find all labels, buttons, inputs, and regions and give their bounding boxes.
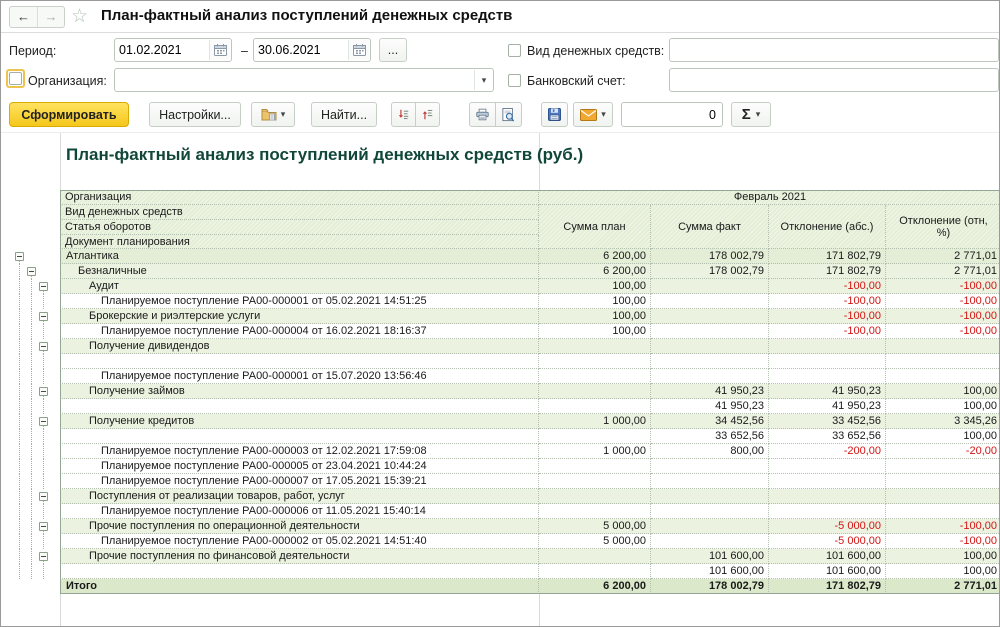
table-row: [1, 294, 1000, 309]
table-row: [1, 354, 1000, 369]
row-label-cell[interactable]: [60, 399, 539, 414]
tree-guide-line: [31, 429, 32, 444]
chevron-down-icon: ▾: [601, 109, 606, 119]
expand-groups-button[interactable]: [391, 102, 416, 127]
value-cell-deviation-rel[interactable]: 100,00: [886, 564, 1000, 579]
value-cell-deviation-abs[interactable]: 41 950,23: [769, 399, 886, 414]
report-table: [1, 190, 1000, 594]
window-title: План-фактный анализ поступлений денежных средств: [101, 7, 513, 24]
row-label-cell[interactable]: [60, 354, 539, 369]
filter-panel: [1, 33, 999, 99]
value-cell-deviation-rel[interactable]: -100,00: [886, 519, 1000, 534]
tree-guide-line: [19, 444, 20, 459]
tree-margin: [1, 579, 60, 594]
table-row: [1, 429, 1000, 444]
tree-guide-line: [31, 399, 32, 414]
tree-guide-line: [19, 384, 20, 399]
value-cell-deviation-abs[interactable]: -5 000,00: [769, 534, 886, 549]
value-cell-plan[interactable]: 1 000,00: [539, 444, 651, 459]
value-cell-deviation-rel[interactable]: -20,00: [886, 444, 1000, 459]
tree-guide-line: [19, 534, 20, 549]
tree-guide-line: [31, 444, 32, 459]
header-turnover-item: Статья оборотов: [60, 220, 539, 235]
tree-guide-line: [31, 474, 32, 489]
value-cell-plan[interactable]: [539, 474, 651, 489]
organization-combo[interactable]: [114, 68, 494, 92]
value-cell-deviation-rel[interactable]: [886, 474, 1000, 489]
tree-guide-line: [19, 564, 20, 579]
bank-account-input[interactable]: [670, 70, 998, 90]
value-cell-fact[interactable]: 800,00: [651, 444, 769, 459]
value-cell-plan[interactable]: [539, 504, 651, 519]
tree-guide-line: [43, 504, 44, 519]
tree-margin: [1, 519, 60, 534]
value-cell-fact[interactable]: [651, 309, 769, 324]
value-cell-fact[interactable]: [651, 354, 769, 369]
tree-guide-line: [19, 504, 20, 519]
row-label-cell[interactable]: Получение дивидендов: [60, 339, 539, 354]
save-icon: [548, 107, 561, 122]
table-row: [1, 324, 1000, 339]
value-cell-deviation-rel[interactable]: [886, 369, 1000, 384]
chevron-down-icon: ▾: [755, 109, 761, 119]
value-cell-fact[interactable]: 41 950,23: [651, 399, 769, 414]
table-row: [1, 399, 1000, 414]
tree-collapse-button[interactable]: [39, 387, 48, 396]
tree-guide-line: [19, 474, 20, 489]
tree-guide-line: [19, 429, 20, 444]
table-row: [1, 549, 1000, 564]
bank-account-field[interactable]: [669, 68, 999, 92]
cash-type-checkbox[interactable]: [508, 44, 521, 57]
row-label-cell[interactable]: Аудит: [60, 279, 539, 294]
tree-guide-line: [31, 294, 32, 309]
value-cell-fact[interactable]: [651, 294, 769, 309]
tree-guide-line: [31, 489, 32, 504]
row-label-cell[interactable]: Планируемое поступление РА00-000003 от 12.02.2021 17:59:08: [60, 444, 539, 459]
value-cell-deviation-abs[interactable]: 171 802,79: [769, 249, 886, 264]
value-cell-deviation-abs[interactable]: -200,00: [769, 444, 886, 459]
value-cell-deviation-abs[interactable]: 171 802,79: [769, 264, 886, 279]
value-cell-plan[interactable]: [539, 369, 651, 384]
tree-margin: [1, 549, 60, 564]
tree-margin: [1, 279, 60, 294]
table-row: [1, 369, 1000, 384]
value-cell-deviation-rel[interactable]: 100,00: [886, 549, 1000, 564]
print-icon: [476, 107, 489, 122]
value-cell-plan[interactable]: 5 000,00: [539, 519, 651, 534]
value-cell-deviation-rel[interactable]: 2 771,01: [886, 249, 1000, 264]
row-label-cell[interactable]: Итого: [60, 579, 539, 594]
tree-guide-line: [31, 414, 32, 429]
tree-margin: [1, 414, 60, 429]
tree-guide-line: [43, 399, 44, 414]
row-label-cell[interactable]: Планируемое поступление РА00-000001 от 15.07.2020 13:56:46: [60, 369, 539, 384]
tree-guide-line: [31, 459, 32, 474]
header-planning-document: Документ планирования: [60, 235, 539, 249]
value-cell-deviation-rel[interactable]: 100,00: [886, 429, 1000, 444]
value-cell-fact[interactable]: [651, 339, 769, 354]
org-checkbox-focus-ring: [6, 69, 25, 88]
tree-guide-line: [43, 294, 44, 309]
tree-collapse-button[interactable]: [15, 252, 24, 261]
value-cell-fact[interactable]: [651, 369, 769, 384]
bank-account-checkbox[interactable]: [508, 74, 521, 87]
expand-groups-icon: [398, 107, 409, 122]
tree-guide-line: [31, 519, 32, 534]
value-cell-deviation-abs[interactable]: 101 600,00: [769, 549, 886, 564]
tree-margin: [1, 534, 60, 549]
tree-guide-line: [19, 399, 20, 414]
period-to-field[interactable]: [253, 38, 371, 62]
value-cell-deviation-abs[interactable]: [769, 504, 886, 519]
value-cell-deviation-rel[interactable]: [886, 459, 1000, 474]
tree-guide-line: [19, 339, 20, 354]
row-label-cell[interactable]: Прочие поступления по операционной деятельности: [60, 519, 539, 534]
tree-margin: [1, 324, 60, 339]
tree-guide-line: [19, 489, 20, 504]
organization-input[interactable]: [115, 70, 474, 90]
row-label-cell[interactable]: Планируемое поступление РА00-000004 от 16.02.2021 18:16:37: [60, 324, 539, 339]
value-cell-fact[interactable]: [651, 489, 769, 504]
tree-guide-line: [31, 549, 32, 564]
send-mail-button[interactable]: [573, 102, 613, 127]
tree-guide-line: [19, 264, 20, 279]
tree-collapse-button[interactable]: [39, 492, 48, 501]
tree-guide-line: [19, 279, 20, 294]
tree-guide-line: [19, 354, 20, 369]
row-label-cell[interactable]: Поступления от реализации товаров, работ, услуг: [60, 489, 539, 504]
top-bar: [1, 1, 999, 33]
value-cell-fact[interactable]: [651, 279, 769, 294]
value-cell-deviation-abs[interactable]: -100,00: [769, 324, 886, 339]
settings-label: Настройки...: [159, 107, 231, 122]
preview-icon: [502, 107, 515, 123]
row-label-cell[interactable]: Получение кредитов: [60, 414, 539, 429]
report-rows: [1, 249, 1000, 594]
tree-guide-line: [43, 534, 44, 549]
value-cell-deviation-abs[interactable]: 171 802,79: [769, 579, 886, 594]
row-label-cell[interactable]: Безналичные: [60, 264, 539, 279]
period-to-input[interactable]: [254, 40, 348, 60]
tree-guide-line: [19, 549, 20, 564]
tree-margin: [1, 489, 60, 504]
calendar-icon[interactable]: [348, 40, 369, 60]
header-col-plan: Сумма план: [539, 205, 651, 249]
tree-collapse-button[interactable]: [27, 267, 36, 276]
row-label-cell[interactable]: Планируемое поступление РА00-000002 от 05.02.2021 14:51:40: [60, 534, 539, 549]
value-cell-deviation-rel[interactable]: 2 771,01: [886, 579, 1000, 594]
value-cell-fact[interactable]: [651, 324, 769, 339]
tree-margin: [1, 384, 60, 399]
value-cell-deviation-abs[interactable]: [769, 369, 886, 384]
table-row: [1, 489, 1000, 504]
value-cell-plan[interactable]: [539, 384, 651, 399]
value-cell-deviation-rel[interactable]: 100,00: [886, 399, 1000, 414]
value-cell-plan[interactable]: 5 000,00: [539, 534, 651, 549]
table-row: [1, 504, 1000, 519]
row-label-cell[interactable]: Планируемое поступление РА00-000005 от 23.04.2021 10:44:24: [60, 459, 539, 474]
table-row: [1, 279, 1000, 294]
table-row: [1, 519, 1000, 534]
tree-margin: [1, 309, 60, 324]
value-cell-plan[interactable]: [539, 489, 651, 504]
report-area: [1, 132, 999, 626]
period-from-field[interactable]: [114, 38, 232, 62]
tree-guide-line: [19, 309, 20, 324]
value-cell-plan[interactable]: [539, 564, 651, 579]
header-organization: Организация: [60, 190, 539, 205]
header-period-group: Февраль 2021: [539, 190, 1000, 205]
row-label-cell[interactable]: Атлантика: [60, 249, 539, 264]
value-cell-plan[interactable]: 6 200,00: [539, 249, 651, 264]
organization-checkbox[interactable]: [9, 72, 22, 85]
collapse-groups-button[interactable]: [415, 102, 440, 127]
tree-margin: [1, 564, 60, 579]
collapse-groups-icon: [422, 107, 433, 122]
chevron-down-icon[interactable]: ▾: [474, 70, 493, 90]
value-cell-plan[interactable]: 100,00: [539, 309, 651, 324]
tree-guide-line: [43, 429, 44, 444]
period-more-button[interactable]: [379, 38, 407, 62]
value-cell-fact[interactable]: 34 452,56: [651, 414, 769, 429]
report-toolbar: [1, 99, 999, 132]
settings-button[interactable]: [149, 102, 241, 127]
row-label-cell[interactable]: [60, 429, 539, 444]
value-cell-deviation-abs[interactable]: [769, 459, 886, 474]
tree-collapse-button[interactable]: [39, 312, 48, 321]
value-cell-deviation-abs[interactable]: -100,00: [769, 279, 886, 294]
value-cell-fact[interactable]: 101 600,00: [651, 549, 769, 564]
cash-type-field[interactable]: [669, 38, 999, 62]
tree-margin: [1, 354, 60, 369]
value-cell-deviation-rel[interactable]: 100,00: [886, 384, 1000, 399]
row-label-cell[interactable]: Получение займов: [60, 384, 539, 399]
print-button[interactable]: [469, 102, 496, 127]
value-cell-deviation-rel[interactable]: [886, 339, 1000, 354]
generate-label: Сформировать: [21, 107, 117, 122]
row-label-cell[interactable]: Планируемое поступление РА00-000001 от 05.02.2021 14:51:25: [60, 294, 539, 309]
tree-margin: [1, 294, 60, 309]
mail-icon: [580, 109, 597, 121]
value-cell-plan[interactable]: [539, 354, 651, 369]
tree-guide-line: [43, 354, 44, 369]
table-row: [1, 564, 1000, 579]
tree-margin: [1, 264, 60, 279]
header-cash-type: Вид денежных средств: [60, 205, 539, 220]
tree-collapse-button[interactable]: [39, 522, 48, 531]
header-col-deviation-abs: Отклонение (абс.): [769, 205, 886, 249]
tree-guide-line: [19, 324, 20, 339]
ellipsis-label: ...: [387, 43, 399, 57]
table-row: [1, 474, 1000, 489]
row-label-cell[interactable]: [60, 564, 539, 579]
value-cell-deviation-abs[interactable]: -100,00: [769, 309, 886, 324]
value-cell-deviation-abs[interactable]: 41 950,23: [769, 384, 886, 399]
organization-label: Организация:: [28, 74, 107, 88]
value-cell-plan[interactable]: [539, 549, 651, 564]
value-cell-deviation-abs[interactable]: -100,00: [769, 294, 886, 309]
back-icon: ←: [17, 9, 30, 24]
value-cell-deviation-rel[interactable]: -100,00: [886, 534, 1000, 549]
tree-collapse-button[interactable]: [39, 552, 48, 561]
report-title: План-фактный анализ поступлений денежных средств (руб.): [66, 145, 584, 164]
counter-input[interactable]: [622, 103, 722, 126]
tree-margin: [1, 504, 60, 519]
value-cell-fact[interactable]: 101 600,00: [651, 564, 769, 579]
value-cell-deviation-rel[interactable]: -100,00: [886, 294, 1000, 309]
value-cell-deviation-rel[interactable]: 2 771,01: [886, 264, 1000, 279]
tree-guide-line: [43, 444, 44, 459]
tree-guide-line: [31, 354, 32, 369]
value-cell-deviation-abs[interactable]: -5 000,00: [769, 519, 886, 534]
table-row: [1, 534, 1000, 549]
row-label-cell[interactable]: Прочие поступления по финансовой деятельности: [60, 549, 539, 564]
row-label-cell[interactable]: Брокерские и риэлтерские услуги: [60, 309, 539, 324]
value-cell-deviation-rel[interactable]: [886, 504, 1000, 519]
value-cell-deviation-rel[interactable]: 3 345,26: [886, 414, 1000, 429]
value-cell-fact[interactable]: [651, 474, 769, 489]
tree-margin: [1, 339, 60, 354]
table-row: [1, 414, 1000, 429]
table-header: [60, 190, 1000, 249]
row-label-cell[interactable]: Планируемое поступление РА00-000007 от 17.05.2021 15:39:21: [60, 474, 539, 489]
tree-collapse-button[interactable]: [39, 342, 48, 351]
value-cell-fact[interactable]: [651, 504, 769, 519]
value-cell-fact[interactable]: 41 950,23: [651, 384, 769, 399]
table-row: [1, 339, 1000, 354]
table-row: [1, 459, 1000, 474]
tree-margin: [1, 474, 60, 489]
find-label: Найти...: [320, 107, 368, 122]
period-dash: –: [241, 44, 248, 58]
print-preview-button[interactable]: [495, 102, 522, 127]
value-cell-plan[interactable]: 6 200,00: [539, 579, 651, 594]
value-cell-fact[interactable]: [651, 519, 769, 534]
tree-guide-line: [31, 504, 32, 519]
value-cell-deviation-rel[interactable]: -100,00: [886, 324, 1000, 339]
tree-collapse-button[interactable]: [39, 282, 48, 291]
tree-guide-line: [43, 459, 44, 474]
value-cell-deviation-rel[interactable]: [886, 489, 1000, 504]
tree-guide-line: [31, 339, 32, 354]
period-from-input[interactable]: [115, 40, 209, 60]
tree-guide-line: [31, 534, 32, 549]
value-cell-plan[interactable]: [539, 429, 651, 444]
tree-guide-line: [31, 279, 32, 294]
selected-cells-counter[interactable]: [621, 102, 723, 127]
table-row: [1, 309, 1000, 324]
value-cell-plan[interactable]: 6 200,00: [539, 264, 651, 279]
value-cell-deviation-abs[interactable]: [769, 354, 886, 369]
value-cell-fact[interactable]: 178 002,79: [651, 264, 769, 279]
tree-margin: [1, 429, 60, 444]
tree-collapse-button[interactable]: [39, 417, 48, 426]
sum-function-button[interactable]: [731, 102, 771, 127]
value-cell-deviation-abs[interactable]: [769, 339, 886, 354]
table-row: [1, 249, 1000, 264]
value-cell-deviation-rel[interactable]: -100,00: [886, 309, 1000, 324]
tree-guide-line: [31, 309, 32, 324]
tree-margin: [1, 444, 60, 459]
total-row: [1, 579, 1000, 594]
value-cell-plan[interactable]: 100,00: [539, 279, 651, 294]
find-button[interactable]: [311, 102, 377, 127]
tree-guide-line: [43, 324, 44, 339]
tree-margin: [1, 249, 60, 264]
tree-margin: [1, 459, 60, 474]
value-cell-deviation-abs[interactable]: [769, 489, 886, 504]
value-cell-plan[interactable]: 100,00: [539, 324, 651, 339]
value-cell-fact[interactable]: 178 002,79: [651, 579, 769, 594]
value-cell-plan[interactable]: 1 000,00: [539, 414, 651, 429]
tree-guide-line: [19, 294, 20, 309]
generate-button[interactable]: [9, 102, 129, 127]
forward-icon: →: [44, 9, 58, 24]
cash-type-input[interactable]: [670, 40, 998, 60]
tree-guide-line: [19, 369, 20, 384]
value-cell-plan[interactable]: 100,00: [539, 294, 651, 309]
tree-guide-line: [43, 369, 44, 384]
tree-margin: [1, 369, 60, 384]
back-button[interactable]: [10, 7, 37, 27]
report-variants-icon: [261, 108, 277, 121]
tree-guide-line: [31, 564, 32, 579]
tree-guide-line: [19, 519, 20, 534]
value-cell-deviation-rel[interactable]: [886, 354, 1000, 369]
save-button[interactable]: [541, 102, 568, 127]
tree-guide-line: [19, 459, 20, 474]
value-cell-plan[interactable]: [539, 459, 651, 474]
table-row: [1, 264, 1000, 279]
calendar-icon[interactable]: [209, 40, 230, 60]
tree-margin: [1, 399, 60, 414]
report-variants-button[interactable]: [251, 102, 295, 127]
value-cell-deviation-abs[interactable]: 33 652,56: [769, 429, 886, 444]
nav-button-group: [9, 6, 65, 28]
value-cell-plan[interactable]: [539, 339, 651, 354]
bank-account-label: Банковский счет:: [527, 74, 626, 88]
tree-guide-line: [31, 324, 32, 339]
tree-guide-line: [31, 384, 32, 399]
header-col-deviation-rel: Отклонение (отн, %): [886, 205, 1000, 249]
tree-guide-line: [43, 474, 44, 489]
chevron-down-icon: ▾: [280, 109, 286, 119]
table-row: [1, 384, 1000, 399]
header-col-fact: Сумма факт: [651, 205, 769, 249]
value-cell-fact[interactable]: [651, 459, 769, 474]
table-row: [1, 444, 1000, 459]
value-cell-plan[interactable]: [539, 399, 651, 414]
value-cell-deviation-abs[interactable]: 101 600,00: [769, 564, 886, 579]
row-label-cell[interactable]: Планируемое поступление РА00-000006 от 11.05.2021 15:40:14: [60, 504, 539, 519]
value-cell-fact[interactable]: [651, 534, 769, 549]
value-cell-deviation-abs[interactable]: 33 452,56: [769, 414, 886, 429]
sigma-icon: Σ: [741, 106, 751, 123]
value-cell-deviation-abs[interactable]: [769, 474, 886, 489]
cash-type-label: Вид денежных средств:: [527, 44, 665, 58]
value-cell-fact[interactable]: 33 652,56: [651, 429, 769, 444]
tree-guide-line: [43, 564, 44, 579]
value-cell-fact[interactable]: 178 002,79: [651, 249, 769, 264]
value-cell-deviation-rel[interactable]: -100,00: [886, 279, 1000, 294]
period-label: Период:: [9, 44, 57, 58]
tree-guide-line: [31, 369, 32, 384]
tree-guide-line: [19, 414, 20, 429]
favorite-star-icon[interactable]: ☆: [71, 6, 89, 27]
forward-button[interactable]: [37, 7, 64, 27]
